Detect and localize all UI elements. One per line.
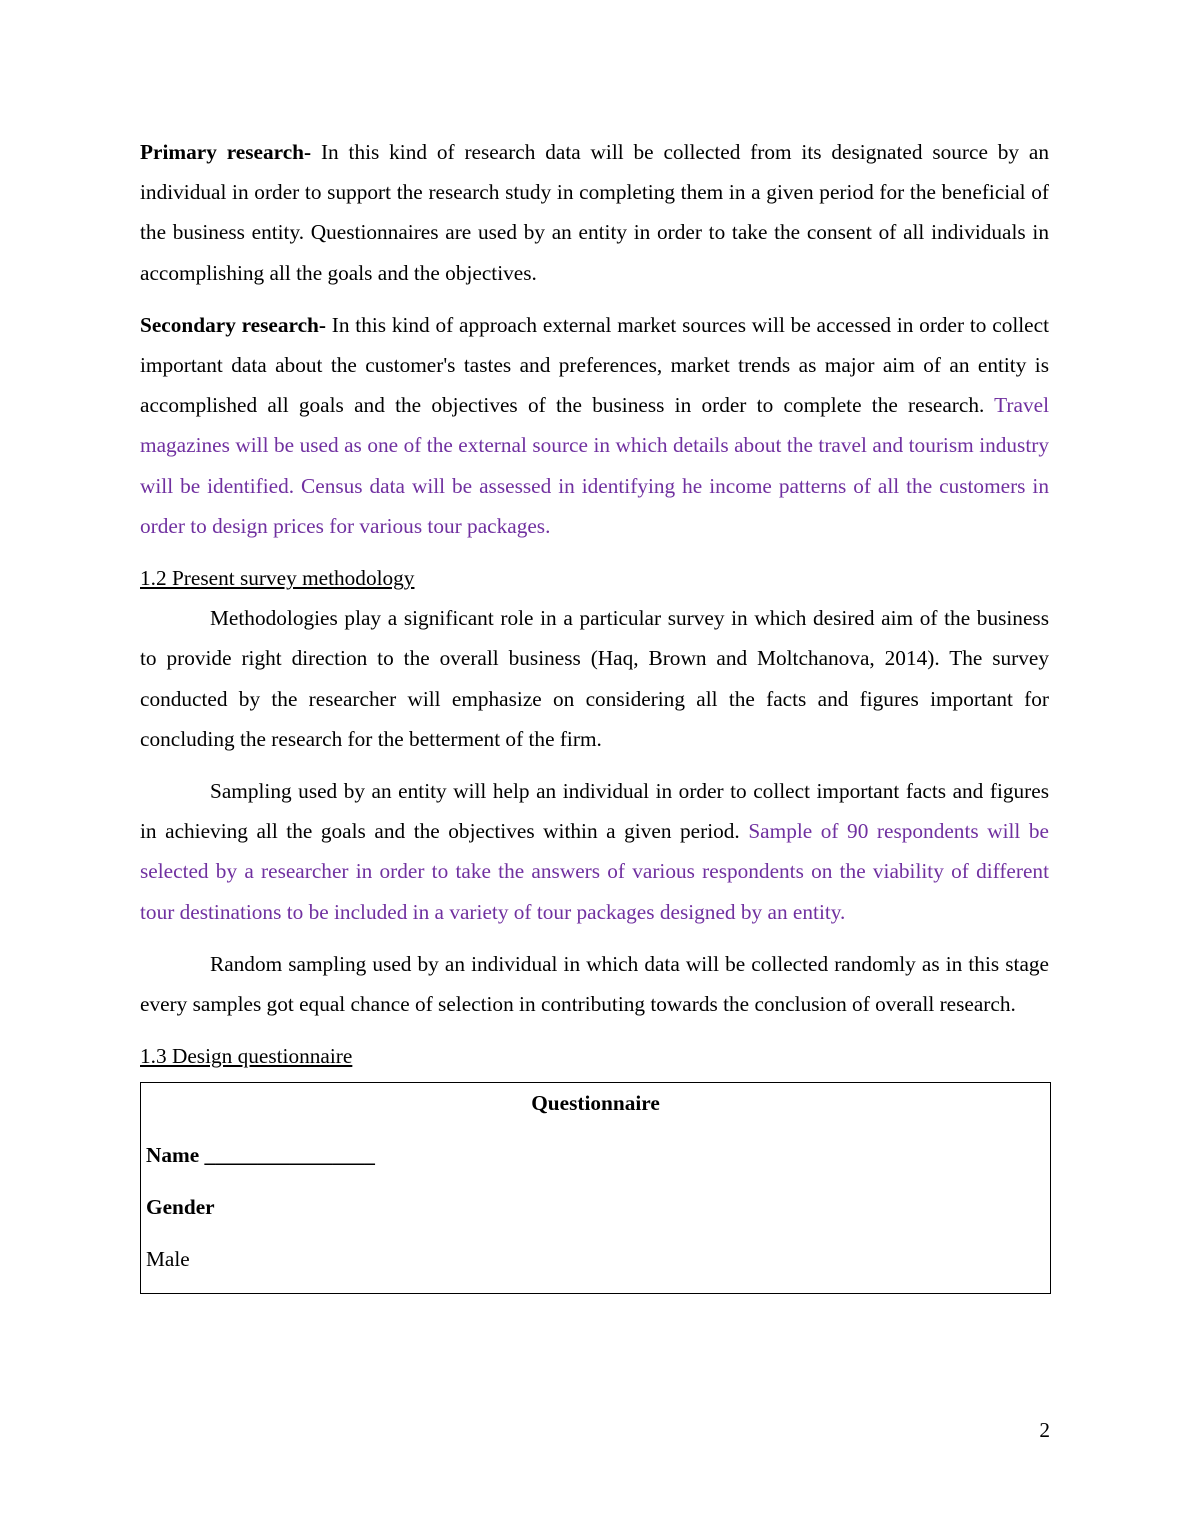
primary-research-paragraph (140, 132, 1049, 293)
questionnaire-box (140, 1082, 1051, 1294)
primary-research-label: Primary research- (140, 140, 312, 164)
secondary-research-highlight: Travel magazines will be used as one of the external source in which details about the travel and tourism industry will be identified. Census data will be assessed in identifying he income patterns of all the customers in order to design prices for various tour packages. (140, 393, 1049, 538)
gender-label: Gender (146, 1195, 215, 1220)
sampling-highlight: Sample of 90 respondents will be selected by a researcher in order to take the answers of various respondents on the viability of different tour destinations to be included in a variety of tour packages designed by an entity. (140, 819, 1049, 924)
sampling-text: Sampling used by an entity will help an individual in order to collect important facts and figures in achieving all the goals and the objectives within a given period. (140, 779, 1049, 844)
questionnaire-title: Questionnaire (531, 1091, 660, 1116)
gender-option-male: Male (146, 1247, 190, 1272)
page-number: 2 (1039, 1418, 1050, 1442)
primary-research-text: In this kind of research data will be collected from its designated source by an individual in order to support the research study in completing them in a given period for the beneficial of the business entity. Questionnaires are used by an entity in order to take the consent of all individuals in accomplishing all the goals and the objectives. (140, 140, 1050, 285)
secondary-research-text: In this kind of approach external market sources will be accessed in order to collect important data about the customer's tastes and preferences, market trends as major aim of an entity is accomplished all goals and the objectives of the business in order to complete the research. (140, 312, 1049, 418)
name-field-label: Name ________________ (146, 1143, 375, 1168)
secondary-research-label: Secondary research- (140, 312, 326, 337)
sampling-paragraph (140, 771, 1049, 932)
document-page (140, 132, 1049, 1294)
section-heading-survey-methodology: 1.2 Present survey methodology (140, 566, 415, 591)
random-sampling-paragraph: Random sampling used by an individual in which data will be collected randomly as in this stage every samples got equal chance of selection in contributing towards the conclusion of overall research. (140, 951, 1049, 1017)
methodology-paragraph: Methodologies play a significant role in a particular survey in which desired aim of the business to provide right direction to the overall business (Haq, Brown and Moltchanova, 2014). The survey conducted by the researcher will emphasize on considering all the facts and figures important for concluding the research for the betterment of the firm. (140, 606, 1049, 751)
secondary-research-paragraph (140, 305, 1049, 546)
section-heading-design-questionnaire: 1.3 Design questionnaire (140, 1044, 353, 1069)
